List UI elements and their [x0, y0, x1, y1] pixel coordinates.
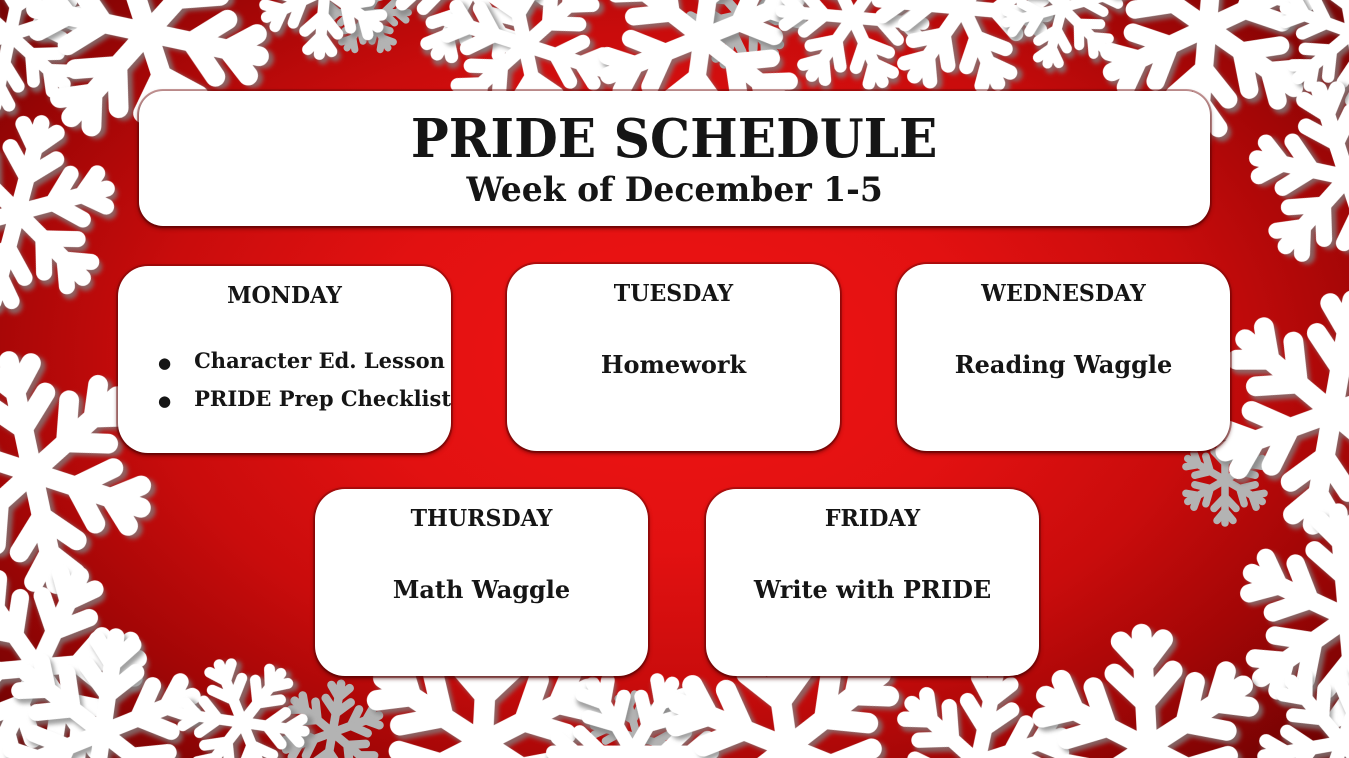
bullet-icon: ● — [158, 353, 172, 372]
activity-label: Character Ed. Lesson — [194, 347, 445, 373]
activity-label: Reading Waggle — [954, 349, 1173, 379]
day-header-thursday: THURSDAY — [410, 505, 553, 532]
day-card-friday — [706, 489, 1039, 676]
activity-label: Write with PRIDE — [753, 574, 992, 604]
day-header-tuesday: TUESDAY — [613, 280, 734, 307]
page-title: PRIDE SCHEDULE — [411, 107, 938, 170]
day-card-tuesday — [507, 264, 840, 451]
activity-label: PRIDE Prep Checklist — [194, 385, 452, 411]
list-item — [158, 384, 452, 414]
day-card-wednesday — [897, 264, 1230, 451]
day-card-thursday — [315, 489, 648, 676]
day-header-friday: FRIDAY — [824, 505, 921, 532]
list-item — [158, 346, 445, 376]
day-card-monday — [118, 266, 451, 453]
activity-label: Math Waggle — [392, 574, 571, 604]
monday-activity-list — [118, 346, 451, 414]
snowflake-icon — [1008, 608, 1287, 758]
day-header-wednesday: WEDNESDAY — [981, 280, 1146, 307]
bullet-icon: ● — [158, 391, 172, 410]
title-card — [139, 91, 1210, 226]
day-header-monday: MONDAY — [227, 282, 342, 309]
activity-label: Homework — [600, 349, 747, 379]
page-subtitle: Week of December 1-5 — [466, 170, 883, 211]
